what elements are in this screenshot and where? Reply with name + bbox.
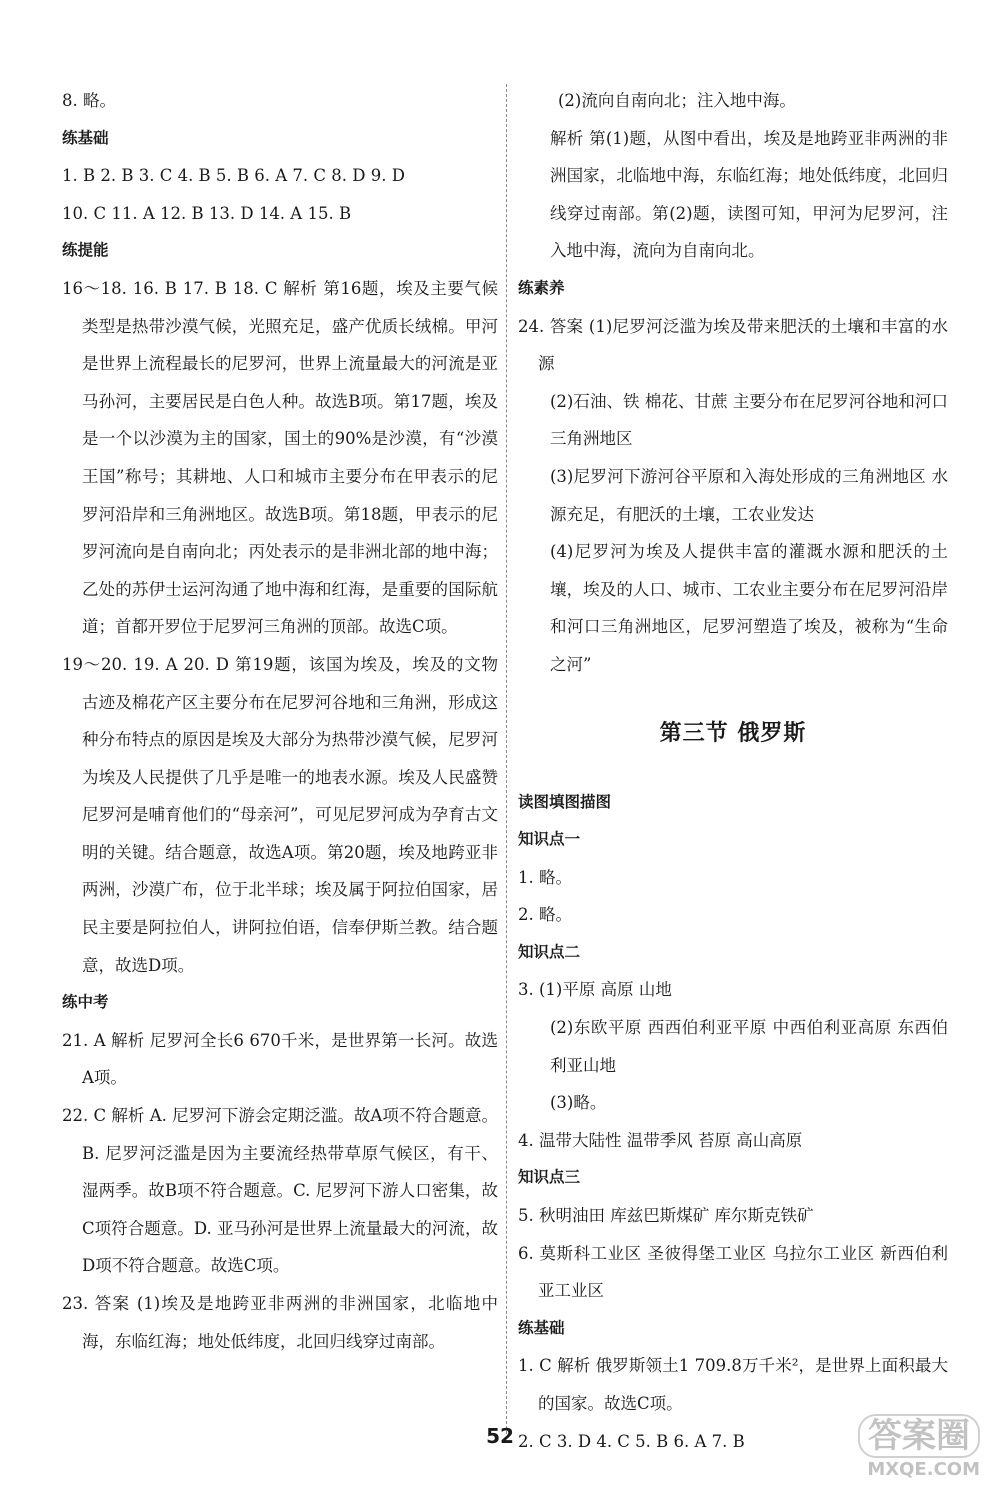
answer-line: (2)东欧平原 西西伯利亚平原 中西伯利亚高原 东西伯利亚山地 [550, 1018, 948, 1075]
answer-line: 23. 答案 (1)埃及是地跨亚非两洲的非洲国家，北临地中海，东临红海；地处低纬度，北回归线穿过南部。 [62, 1294, 498, 1351]
answer-line: 1. 略。 [518, 867, 572, 887]
answer-line: 4. 温带大陆性 温带季风 苔原 高山高原 [518, 1130, 803, 1150]
page-number: 52 [486, 1424, 514, 1448]
answer-line: (3)略。 [550, 1093, 607, 1113]
answer-line: 19～20. 19. A 20. D 第19题，该国为埃及，埃及的文物古迹及棉花产区主要分布在尼罗河谷地和三角洲，形成这种分布特点的原因是埃及大部分为热带沙漠气候，尼罗河为埃及人民提供了几乎是唯一的地表水源。埃及人民盛赞尼罗河是哺育他们的“母亲河”，可见尼罗河成为孕育古文明的关键。结合题意，故选A项。第20题，埃及地跨亚非两洲，沙漠广布，位于北半球；埃及属于阿拉伯国家，居民主要是阿拉伯人，讲阿拉伯语，信奉伊斯兰教。结合题意，故选D项。 [62, 654, 498, 975]
answer-line: (2)流向自南向北；注入地中海。 [558, 91, 796, 110]
watermark-url: MXQE.COM [867, 1459, 980, 1480]
answer-line: 22. C 解析 A. 尼罗河下游会定期泛滥。故A项不符合题意。B. 尼罗河泛滥是因为主要流经热带草原气候区，有干、湿两季。故B项不符合题意。C. 尼罗河下游人口密集，故C项符合题意。D. 亚马孙河是世界上流量最大的河流，故D项不符合题意。故选C项。 [62, 1106, 498, 1276]
section-heading: 知识点三 [518, 1168, 581, 1187]
answer-line: 24. 答案 (1)尼罗河泛滥为埃及带来肥沃的土壤和丰富的水源 [518, 316, 948, 374]
section-heading: 知识点二 [518, 942, 581, 961]
section-heading: 练中考 [62, 993, 109, 1012]
answer-line: 2. 略。 [518, 905, 572, 925]
answer-line: 5. 秋明油田 库兹巴斯煤矿 库尔斯克铁矿 [518, 1206, 814, 1226]
answer-line: 1. B 2. B 3. C 4. B 5. B 6. A 7. C 8. D 9. D [62, 166, 405, 186]
section-heading: 知识点一 [518, 830, 581, 849]
section-heading: 练基础 [518, 1318, 565, 1337]
answer-line: 16～18. 16. B 17. B 18. C 解析 第16题，埃及主要气候类型是热带沙漠气候，光照充足，盛产优质长绒棉。甲河是世界上流程最长的尼罗河，世界上流量最大的河流是亚马孙河，主要居民是白色人种。故选B项。第17题，埃及是一个以沙漠为主的国家，国土的90%是沙漠，有“沙漠王国”称号；其耕地、人口和城市主要分布在甲表示的尼罗河沿岸和三角洲地区。故选B项。第18题，甲表示的尼罗河流向是自南向北；丙处表示的是非洲北部的地中海；乙处的苏伊士运河沟通了地中海和红海，是重要的国际航道；首都开罗位于尼罗河三角洲的顶部。故选C项。 [62, 278, 498, 637]
answer-line: (4)尼罗河为埃及人提供丰富的灌溉水源和肥沃的土壤，埃及的人口、城市、工农业主要分布在尼罗河沿岸和河口三角洲地区，尼罗河塑造了埃及，被称为“生命之河” [550, 542, 948, 674]
watermark-logo [800, 1414, 980, 1486]
answer-line: 2. C 3. D 4. C 5. B 6. A 7. B [518, 1431, 745, 1451]
chapter-title: 第三节 俄罗斯 [659, 720, 807, 746]
answer-line: 1. C 解析 俄罗斯领土1 709.8万千米²，是世界上面积最大的国家。故选C项。 [518, 1356, 948, 1413]
section-heading: 读图填图描图 [518, 792, 612, 811]
left-column [62, 82, 498, 1360]
answer-line: 8. 略。 [62, 91, 116, 110]
watermark-text: 答案圈 [858, 1414, 980, 1458]
answer-line: 21. A 解析 尼罗河全长6 670千米，是世界第一长河。故选A项。 [62, 1030, 498, 1088]
answer-line: 3. (1)平原 高原 山地 [518, 980, 672, 1000]
section-heading: 练素养 [518, 278, 565, 297]
right-column [518, 82, 948, 1460]
section-heading: 练提能 [62, 241, 109, 260]
answer-line: 6. 莫斯科工业区 圣彼得堡工业区 乌拉尔工业区 新西伯利亚工业区 [518, 1243, 948, 1301]
answer-line: (3)尼罗河下游河谷平原和入海处形成的三角洲地区 水源充足，有肥沃的土壤，工农业发达 [550, 466, 948, 524]
column-divider [506, 84, 507, 1434]
answer-line: (2)石油、铁 棉花、甘蔗 主要分布在尼罗河谷地和河口三角洲地区 [550, 391, 948, 449]
answer-line: 10. C 11. A 12. B 13. D 14. A 15. B [62, 203, 352, 223]
answer-line: 解析 第(1)题，从图中看出，埃及是地跨亚非两洲的非洲国家，北临地中海，东临红海；地处低纬度，北回归线穿过南部。第(2)题，读图可知，甲河为尼罗河，注入地中海，流向为自南向北。 [550, 128, 948, 261]
section-heading: 练基础 [62, 128, 109, 147]
